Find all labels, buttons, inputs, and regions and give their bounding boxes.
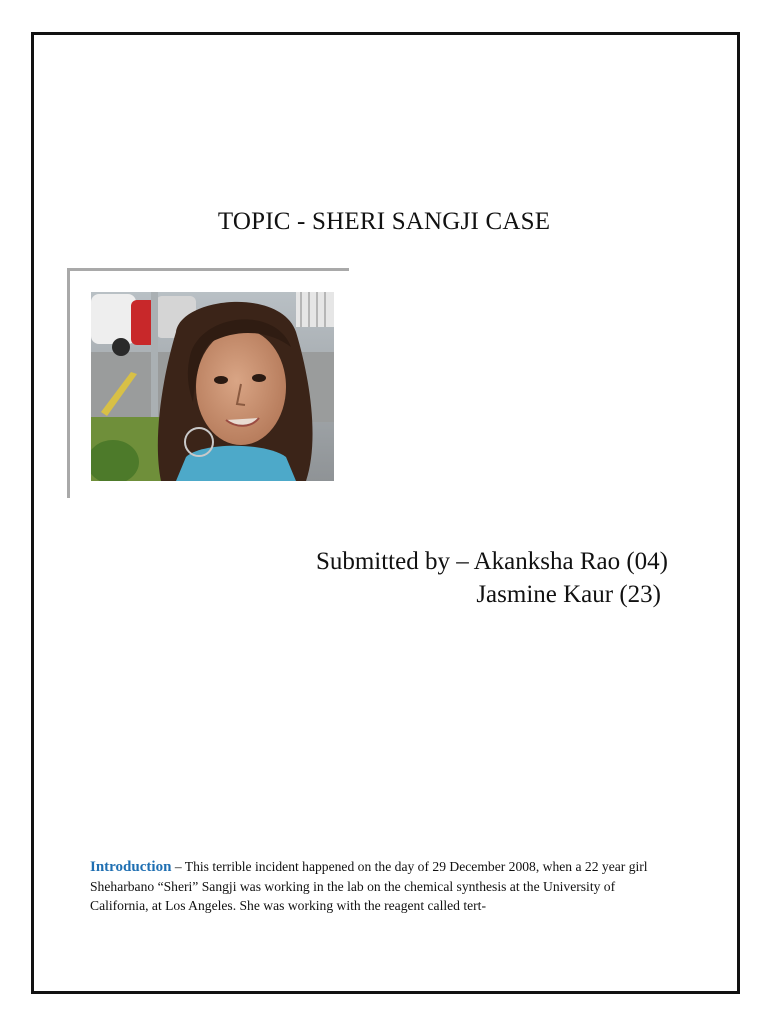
- portrait-photo: [91, 292, 334, 481]
- photo-frame-left: [67, 268, 70, 498]
- photo-frame-top: [67, 268, 349, 271]
- introduction-paragraph: [90, 857, 675, 915]
- submitted-by-line-2: Jasmine Kaur (23): [476, 581, 661, 608]
- introduction-separator: –: [171, 859, 185, 874]
- introduction-text: This terrible incident happened on the day of 29 December 2008, when a 22 year girl Sheharbano “Sheri” Sangji was working in the lab on the chemical synthesis at the University of California, at Los Angeles. She was working with the reagent called tert-: [90, 859, 648, 913]
- submitted-by-line-1: Submitted by – Akanksha Rao (04): [315, 548, 668, 575]
- document-title: TOPIC - SHERI SANGJI CASE: [217, 208, 551, 235]
- introduction-heading: Introduction: [90, 859, 172, 875]
- page-border: [31, 32, 740, 994]
